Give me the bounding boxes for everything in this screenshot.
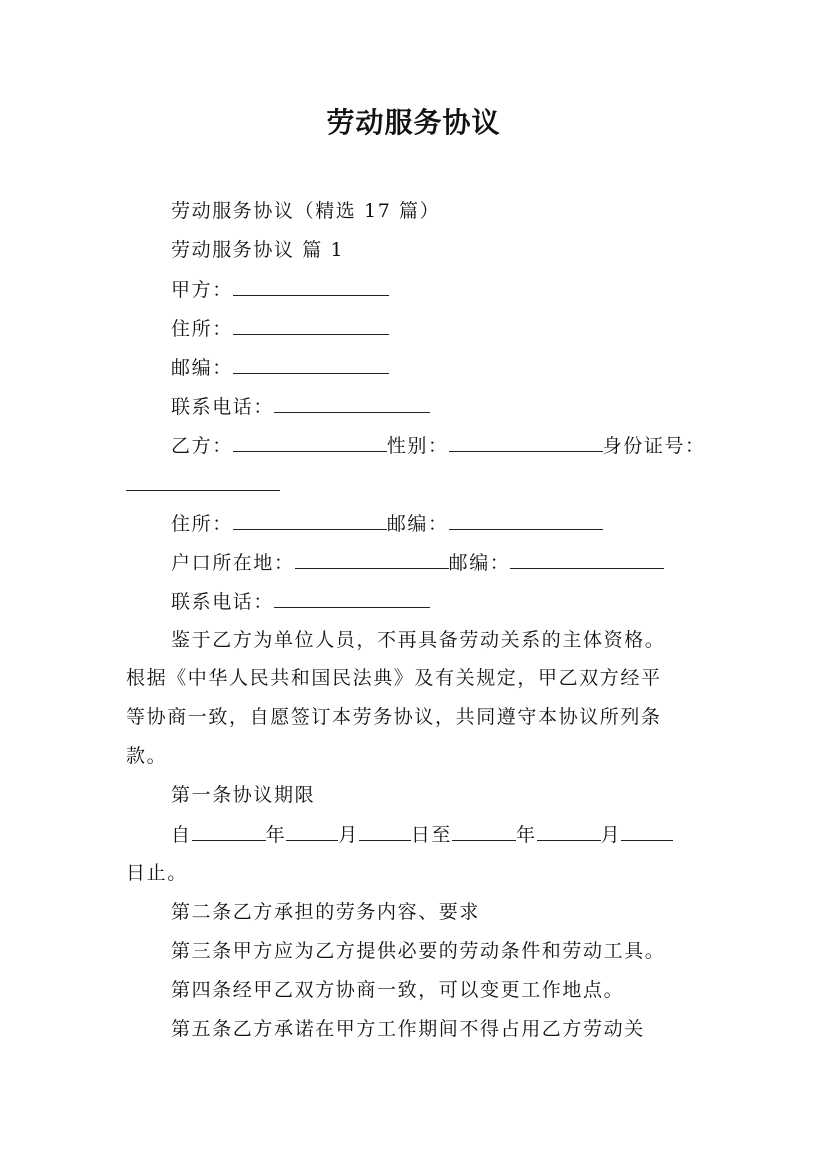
- postcode-blank-2: [449, 511, 603, 530]
- address-line-2: [171, 511, 603, 536]
- party-b-blank: [233, 433, 387, 452]
- month-blank-2: [537, 822, 601, 841]
- paragraph-line: 等协商一致，自愿签订本劳务协议，共同遵守本协议所列条: [126, 706, 662, 728]
- month-label: 月: [338, 824, 359, 846]
- id-number-label: 身份证号：: [602, 435, 706, 457]
- from-label: 自: [171, 824, 192, 846]
- phone-line-1: [171, 394, 430, 419]
- article-4-line: 第四条经甲乙双方协商一致，可以变更工作地点。: [171, 979, 625, 1001]
- hukou-line: [171, 550, 664, 575]
- hukou-label: 户口所在地：: [171, 552, 295, 574]
- party-a-blank: [233, 277, 389, 296]
- id-number-line: [126, 472, 280, 497]
- party-a-label: 甲方：: [171, 279, 233, 301]
- month-blank: [286, 822, 338, 841]
- party-b-label: 乙方：: [171, 435, 233, 457]
- phone-line-2: [171, 589, 430, 614]
- postcode-blank-3: [510, 550, 664, 569]
- subtitle-line: [171, 199, 440, 223]
- year-label-2: 年: [516, 824, 537, 846]
- address-blank-2: [233, 511, 387, 530]
- postcode-label-3: 邮编：: [448, 552, 511, 574]
- phone-blank-1: [274, 394, 430, 413]
- address-blank-1: [233, 316, 389, 335]
- document-title: 劳动服务协议: [326, 106, 501, 139]
- gender-label: 性别：: [386, 435, 449, 457]
- day-to-label: 日至: [410, 824, 453, 846]
- month-label-2: 月: [600, 824, 622, 846]
- address-line-1: [171, 316, 389, 341]
- phone-label-2: 联系电话：: [171, 591, 275, 613]
- phone-blank-2: [274, 589, 430, 608]
- article-1-heading: 第一条协议期限: [171, 784, 316, 806]
- subtitle-text: 劳动服务协议（精选 17 篇）: [171, 200, 441, 222]
- paragraph-line: 根据《中华人民共和国民法典》及有关规定，甲乙双方经平: [126, 667, 662, 689]
- postcode-label-2: 邮编：: [386, 513, 449, 535]
- postcode-label-1: 邮编：: [171, 357, 233, 379]
- party-b-line: [171, 433, 706, 458]
- paragraph-line: 款。: [126, 745, 168, 767]
- address-label-1: 住所：: [171, 318, 233, 340]
- day-blank: [359, 822, 411, 841]
- article-3-line: 第三条甲方应为乙方提供必要的劳动条件和劳动工具。: [171, 940, 666, 962]
- year-blank-2: [452, 822, 516, 841]
- year-blank: [192, 822, 266, 841]
- phone-label-1: 联系电话：: [171, 396, 275, 418]
- gender-blank: [449, 433, 603, 452]
- id-number-blank: [126, 472, 280, 491]
- hukou-blank: [295, 550, 449, 569]
- article-2-line: 第二条乙方承担的劳务内容、要求: [171, 901, 481, 923]
- section-heading-text: 劳动服务协议 篇 1: [171, 239, 345, 261]
- date-end-line: 日止。: [126, 862, 188, 884]
- section-heading: [171, 238, 344, 262]
- date-range-line: [171, 822, 673, 847]
- address-label-2: 住所：: [171, 513, 233, 535]
- postcode-line-1: [171, 355, 389, 380]
- article-5-line: 第五条乙方承诺在甲方工作期间不得占用乙方劳动关: [171, 1018, 645, 1040]
- day-blank-2: [621, 822, 673, 841]
- year-label: 年: [265, 824, 287, 846]
- postcode-blank-1: [233, 355, 389, 374]
- paragraph-line: 鉴于乙方为单位人员，不再具备劳动关系的主体资格。: [171, 629, 666, 651]
- party-a-line: [171, 277, 389, 302]
